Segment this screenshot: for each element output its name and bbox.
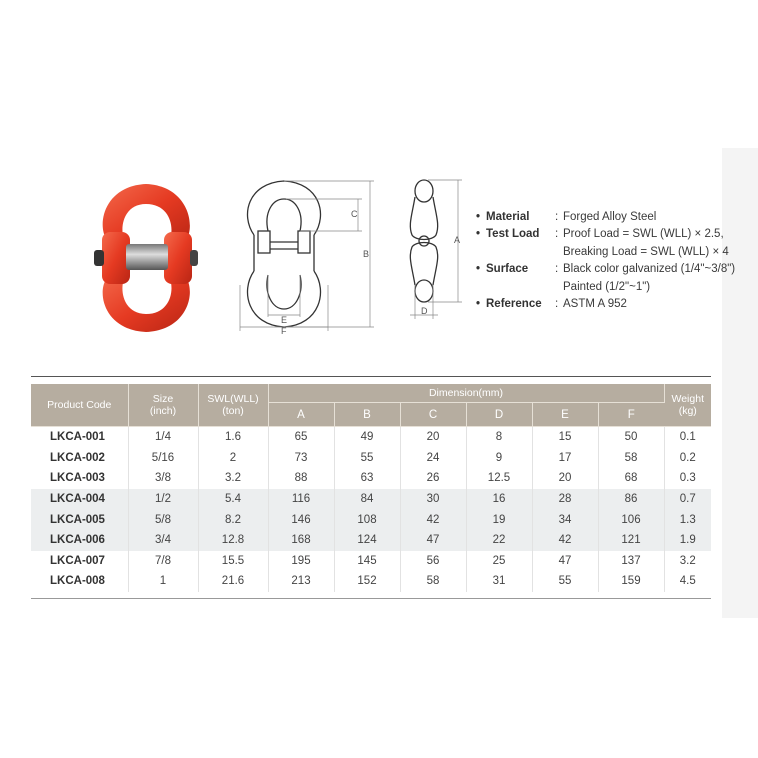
- spec-material: • Material : Forged Alloy Steel: [476, 211, 657, 223]
- dim-f-cell: 137: [598, 551, 664, 572]
- weight-cell: 0.3: [679, 472, 696, 485]
- dim-f-cell: 86: [598, 489, 664, 510]
- dim-c-cell: 24: [400, 448, 466, 469]
- dim-a-cell: 213: [268, 571, 334, 592]
- dim-a-cell: 116: [268, 489, 334, 510]
- dim-f-cell: 58: [598, 448, 664, 469]
- dim-d-cell: 8: [466, 427, 532, 448]
- header-dim-b: B: [334, 403, 400, 427]
- weight-cell: 0.7: [664, 489, 711, 510]
- product-code-cell: LKCA-008: [31, 571, 128, 592]
- header-size: Size (inch): [128, 384, 198, 427]
- dim-label-e: E: [281, 315, 288, 325]
- size-cell: 1/4: [128, 427, 198, 448]
- table-row: [31, 427, 711, 448]
- dim-b-cell: 108: [334, 509, 400, 530]
- spec-label: Material: [486, 211, 530, 223]
- weight-cell: 0.2: [679, 451, 696, 464]
- size-cell: 1: [128, 571, 198, 592]
- table-row: [31, 448, 711, 469]
- header-dimension: Dimension(mm): [268, 384, 664, 403]
- table-row: [31, 509, 711, 530]
- header-dim-a: A: [268, 403, 334, 427]
- dim-b-cell: 145: [334, 551, 400, 572]
- header-weight: Weight (kg): [664, 384, 711, 427]
- product-code-cell: LKCA-006: [31, 530, 128, 551]
- swl-cell: 3.2: [198, 468, 268, 489]
- dim-e-cell: 15: [532, 427, 598, 448]
- dim-a-cell: 168: [268, 530, 334, 551]
- spec-test-load: • Test Load : Proof Load = SWL (WLL) × 2.5, Breaking Load = SWL (WLL) × 4: [476, 228, 729, 258]
- dim-label-f: F: [281, 326, 287, 335]
- dim-a-cell: 65: [268, 427, 334, 448]
- dim-d-cell: 31: [466, 571, 532, 592]
- size-cell: 3/4: [128, 530, 198, 551]
- header-product-code: Product Code: [31, 384, 128, 427]
- swl-cell: 8.2: [198, 509, 268, 530]
- dim-c-cell: 42: [400, 509, 466, 530]
- weight-cell: 4.5: [679, 575, 696, 588]
- weight-cell: 1.9: [664, 530, 711, 551]
- table-row: [31, 530, 711, 551]
- weight-cell: 1.3: [664, 509, 711, 530]
- dim-e-cell: 47: [532, 551, 598, 572]
- swl-cell: 5.4: [198, 489, 268, 510]
- product-code-cell: LKCA-003: [31, 468, 128, 489]
- front-view-drawing: [234, 175, 384, 335]
- dim-d-cell: 22: [466, 530, 532, 551]
- dim-d-cell: 9: [466, 448, 532, 469]
- dim-label-d: D: [421, 306, 428, 316]
- product-code-cell: LKCA-004: [31, 489, 128, 510]
- dim-a-cell: 146: [268, 509, 334, 530]
- spec-value: Painted (1/2"~1"): [563, 280, 651, 293]
- dim-b-cell: 124: [334, 530, 400, 551]
- product-code-cell: LKCA-002: [31, 448, 128, 469]
- dim-d-cell: 19: [466, 509, 532, 530]
- dim-label-c: C: [351, 209, 358, 219]
- header-dim-d: D: [466, 403, 532, 427]
- header-dim-f: F: [598, 403, 664, 427]
- dim-e-cell: 20: [532, 468, 598, 489]
- table-row: [31, 468, 711, 489]
- spec-surface: • Surface : Black color galvanized (1/4"~3/8") Painted (1/2"~1"): [476, 263, 736, 293]
- product-spec-table: [31, 384, 711, 592]
- spec-value: ASTM A 952: [563, 298, 627, 311]
- header-swl: SWL(WLL) (ton): [198, 384, 268, 427]
- product-code-cell: LKCA-007: [31, 551, 128, 572]
- dim-e-cell: 55: [532, 571, 598, 592]
- spec-value: Proof Load = SWL (WLL) × 2.5,: [563, 228, 724, 241]
- dim-a-cell: 88: [268, 468, 334, 489]
- header-dim-c: C: [400, 403, 466, 427]
- spec-reference: • Reference : ASTM A 952: [476, 298, 627, 311]
- dim-d-cell: 16: [466, 489, 532, 510]
- dim-f-cell: 68: [598, 468, 664, 489]
- dim-a-cell: 195: [268, 551, 334, 572]
- product-code-cell: LKCA-001: [31, 427, 128, 448]
- table-body: [31, 427, 711, 592]
- spec-label: Reference: [486, 298, 542, 311]
- table-top-rule: [31, 376, 711, 377]
- swl-cell: 12.8: [198, 530, 268, 551]
- dim-c-cell: 58: [400, 571, 466, 592]
- dim-e-cell: 17: [532, 448, 598, 469]
- size-cell: 7/8: [128, 551, 198, 572]
- table-row: [31, 571, 711, 592]
- dim-d-cell: 25: [466, 551, 532, 572]
- dim-b-cell: 84: [334, 489, 400, 510]
- size-cell: 3/8: [128, 468, 198, 489]
- swl-cell: 2: [198, 448, 268, 469]
- dim-e-cell: 28: [532, 489, 598, 510]
- dim-f-cell: 50: [598, 427, 664, 448]
- header-dim-e: E: [532, 403, 598, 427]
- table-row: [31, 489, 711, 510]
- dim-label-a: A: [454, 235, 461, 245]
- dim-c-cell: 26: [400, 468, 466, 489]
- table-bottom-rule: [31, 598, 711, 599]
- size-cell: 5/16: [128, 448, 198, 469]
- dim-c-cell: 47: [400, 530, 466, 551]
- spec-label: Test Load: [486, 228, 540, 241]
- dim-d-cell: 12.5: [466, 468, 532, 489]
- dim-b-cell: 55: [334, 448, 400, 469]
- spec-label: Surface: [486, 263, 529, 276]
- spec-value: Forged Alloy Steel: [563, 211, 657, 223]
- product-photo: [84, 180, 218, 336]
- dim-b-cell: 63: [334, 468, 400, 489]
- swl-cell: 15.5: [198, 551, 268, 572]
- swl-cell: 21.6: [198, 571, 268, 592]
- dim-b-cell: 49: [334, 427, 400, 448]
- dim-b-cell: 152: [334, 571, 400, 592]
- weight-cell: 0.1: [679, 431, 696, 444]
- swl-cell: 1.6: [198, 427, 268, 448]
- dim-e-cell: 42: [532, 530, 598, 551]
- spec-value: Breaking Load = SWL (WLL) × 4: [563, 245, 729, 258]
- dim-f-cell: 106: [598, 509, 664, 530]
- dim-f-cell: 159: [598, 571, 664, 592]
- size-cell: 1/2: [128, 489, 198, 510]
- side-view-drawing: [398, 175, 468, 323]
- dim-a-cell: 73: [268, 448, 334, 469]
- dim-c-cell: 20: [400, 427, 466, 448]
- spec-value: Black color galvanized (1/4"~3/8"): [563, 263, 736, 276]
- table-row: [31, 551, 711, 572]
- dim-e-cell: 34: [532, 509, 598, 530]
- dim-label-b: B: [363, 249, 370, 259]
- dim-c-cell: 56: [400, 551, 466, 572]
- spec-list: [476, 209, 736, 313]
- product-code-cell: LKCA-005: [31, 509, 128, 530]
- dim-c-cell: 30: [400, 489, 466, 510]
- size-cell: 5/8: [128, 509, 198, 530]
- weight-cell: 3.2: [679, 554, 696, 567]
- dim-f-cell: 121: [598, 530, 664, 551]
